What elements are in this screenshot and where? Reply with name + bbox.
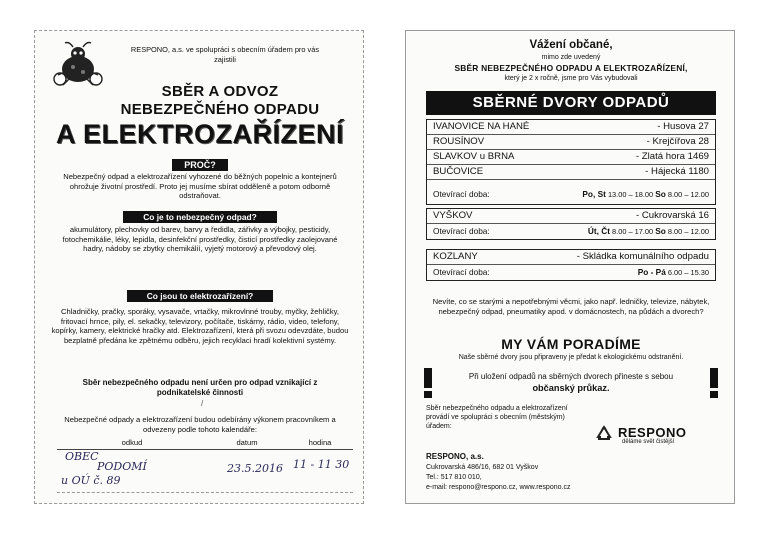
collection-yards-group-2 bbox=[426, 208, 716, 240]
opening-hours-value bbox=[588, 224, 709, 239]
hours-time-1: 13.00 – 18.00 bbox=[607, 190, 654, 199]
yard-name: ROUSÍNOV bbox=[433, 136, 485, 147]
opening-hours-label: Otevírací doba: bbox=[433, 226, 490, 236]
collection-yards-group-3 bbox=[426, 249, 716, 281]
handwritten-place-line1: OBEC bbox=[65, 450, 99, 463]
header-hodina: hodina bbox=[308, 438, 332, 447]
list-item bbox=[427, 135, 715, 150]
yard-address: - Cukrovarská 16 bbox=[635, 210, 709, 221]
twice-yearly-text: který je 2 x ročně, jsme pro Vás vybudovali bbox=[504, 75, 638, 82]
nevite-text: Nevíte, co se starými a nepotřebnými věcmi, jako např. ledničky, televize, nábytek, nebezpečný odpad, pneumatiky apod. v domácnostech, na půdách a dvorech? bbox=[432, 297, 710, 316]
id-card-notice: Při uložení odpadů na sběrných dvorech přineste s sebou bbox=[468, 372, 674, 381]
schedule-table bbox=[57, 437, 353, 493]
opening-hours-value bbox=[638, 265, 709, 280]
section-label-electro: Co jsou to elektrozařízení? bbox=[127, 290, 273, 302]
yard-address: - Skládka komunálního odpadu bbox=[576, 251, 709, 262]
hours-days-2: So bbox=[655, 226, 666, 236]
left-leaflet bbox=[34, 30, 364, 504]
recycle-logo-icon bbox=[594, 425, 614, 445]
handwritten-place-line3: u OÚ č. 89 bbox=[61, 474, 121, 487]
list-item bbox=[427, 250, 715, 265]
opening-hours-row bbox=[427, 180, 715, 208]
yard-name: IVANOVICE NA HANÉ bbox=[433, 121, 530, 132]
mimo-text: mimo zde uvedený bbox=[541, 54, 601, 61]
section-label-hazard: Co je to nebezpečný odpad? bbox=[123, 211, 277, 223]
business-waste-note: Sběr nebezpečného odpadu není určen pro odpad vznikající z podnikatelské činnosti bbox=[82, 378, 318, 397]
headline-sber: SBĚR A ODVOZ bbox=[161, 83, 279, 100]
hours-days-1: Po - Pá bbox=[637, 267, 666, 277]
handwritten-place-line2: PODOMÍ bbox=[97, 460, 147, 473]
collection-yards-title: SBĚRNÉ DVORY ODPADŮ bbox=[426, 91, 716, 115]
opening-hours-row bbox=[427, 265, 715, 279]
header-odkud: odkud bbox=[121, 438, 143, 447]
intro-text: RESPONO, a.s. ve spolupráci s obecním úřadem pro vás zajistili bbox=[130, 45, 320, 64]
sber-headline: SBĚR NEBEZPEČNÉHO ODPADU A ELEKTROZAŘÍZENÍ, bbox=[454, 63, 688, 73]
header-datum: datum bbox=[236, 438, 258, 447]
list-item bbox=[427, 209, 715, 224]
hours-time-1: 8.00 – 17.00 bbox=[612, 227, 654, 236]
headline-elektrozarizeni: A ELEKTROZAŘÍZENÍ bbox=[56, 119, 344, 149]
hours-time-1: 6.00 – 15.30 bbox=[667, 268, 709, 277]
electro-text: Chladničky, pračky, sporáky, vysavače, vrtačky, mikrovlnné trouby, myčky, žehličky, fritovací hrnce, pily, el. sekačky, televizory, počítače, tiskárny, rádio, video, telefony, kopírky, kamery, elektrické hračky atd. Elektrozařízení, která při svozu odevzdáte, budou bezplatně předána ke zpětnému odběru, jejich recyklaci hradí kolektivní systémy. bbox=[51, 307, 349, 345]
beetle-mascot-icon bbox=[49, 39, 107, 89]
hours-days-1: Út, Čt bbox=[587, 226, 610, 236]
collection-yards-group-1 bbox=[426, 119, 716, 205]
list-item bbox=[427, 165, 715, 180]
respono-tagline: děláme svět čistější bbox=[622, 439, 675, 445]
my-vam-poradime-headline: MY VÁM PORADÍME bbox=[501, 336, 641, 352]
schedule-table-header bbox=[57, 437, 353, 450]
headline-nebezpecneho: NEBEZPEČNÉHO ODPADU bbox=[120, 101, 320, 118]
schedule-row bbox=[57, 450, 353, 493]
nase-dvory-text: Naše sběrné dvory jsou připraveny je předat k ekologickému odstranění. bbox=[458, 354, 684, 361]
hazard-text: akumulátory, plechovky od barev, barvy a ředidla, zářivky a výbojky, pesticidy, fotochemikálie, léky, lepidla, desinfekční prostředky, čisticí prostředky zaolejované hadry, nádoby se zbytky chemikálií, vyjetý motorový a převodový olej. bbox=[62, 225, 338, 253]
yard-name: SLAVKOV u BRNA bbox=[433, 151, 515, 162]
tick-mark: / bbox=[201, 399, 204, 408]
exclamation-icon bbox=[710, 368, 718, 398]
handwritten-date: 23.5.2016 bbox=[227, 462, 283, 475]
opening-hours-value bbox=[582, 180, 709, 209]
handwritten-time: 11 - 11 30 bbox=[293, 458, 350, 471]
section-label-proc: PROČ? bbox=[172, 159, 228, 171]
proc-text: Nebezpečný odpad a elektrozařízení vyhozené do běžných popelnic a kontejnerů ohrožuje životní prostředí. Proto jej musíme sbírat odděleně a potom odborně odstraňovat. bbox=[63, 172, 337, 200]
yard-address: - Husova 27 bbox=[657, 121, 709, 132]
yard-name: BUČOVICE bbox=[433, 166, 484, 177]
yard-address: - Zlatá hora 1469 bbox=[635, 151, 709, 162]
yard-name: KOZLANY bbox=[433, 251, 478, 262]
hours-time-2: 8.00 – 12.00 bbox=[667, 227, 709, 236]
right-leaflet bbox=[405, 30, 735, 504]
opening-hours-row bbox=[427, 224, 715, 238]
collection-text: Nebezpečné odpady a elektrozařízení budou odebírány výkonem pracovníkem a odvezeny podle tohoto kalendáře: bbox=[64, 415, 336, 434]
yard-address: - Hájecká 1180 bbox=[645, 166, 709, 177]
hours-time-2: 8.00 – 12.00 bbox=[667, 190, 709, 199]
yard-address: - Krejčířova 28 bbox=[646, 136, 709, 147]
opening-hours-label: Otevírací doba: bbox=[433, 267, 490, 277]
company-email: e-mail: respono@respono.cz, www.respono.cz bbox=[426, 484, 571, 491]
company-phone: Tel.: 517 810 010, bbox=[426, 474, 482, 481]
company-name: RESPONO, a.s. bbox=[426, 452, 484, 461]
exclamation-icon bbox=[424, 368, 432, 398]
id-card-label: občanský průkaz. bbox=[532, 383, 610, 393]
company-address: Cukrovarská 486/16, 682 01 Vyškov bbox=[426, 464, 539, 471]
collection-provider-text: Sběr nebezpečného odpadu a elektrozařízení provádí ve spolupráci s obecním (městským) úřadem: bbox=[426, 405, 568, 430]
hours-days-2: So bbox=[655, 189, 666, 199]
greeting: Vážení občané, bbox=[529, 39, 613, 51]
list-item bbox=[427, 120, 715, 135]
respono-logo-text: RESPONO bbox=[618, 425, 687, 440]
yard-name: VYŠKOV bbox=[433, 210, 473, 221]
opening-hours-label: Otevírací doba: bbox=[433, 189, 490, 199]
list-item bbox=[427, 150, 715, 165]
hours-days-1: Po, St bbox=[582, 189, 606, 199]
